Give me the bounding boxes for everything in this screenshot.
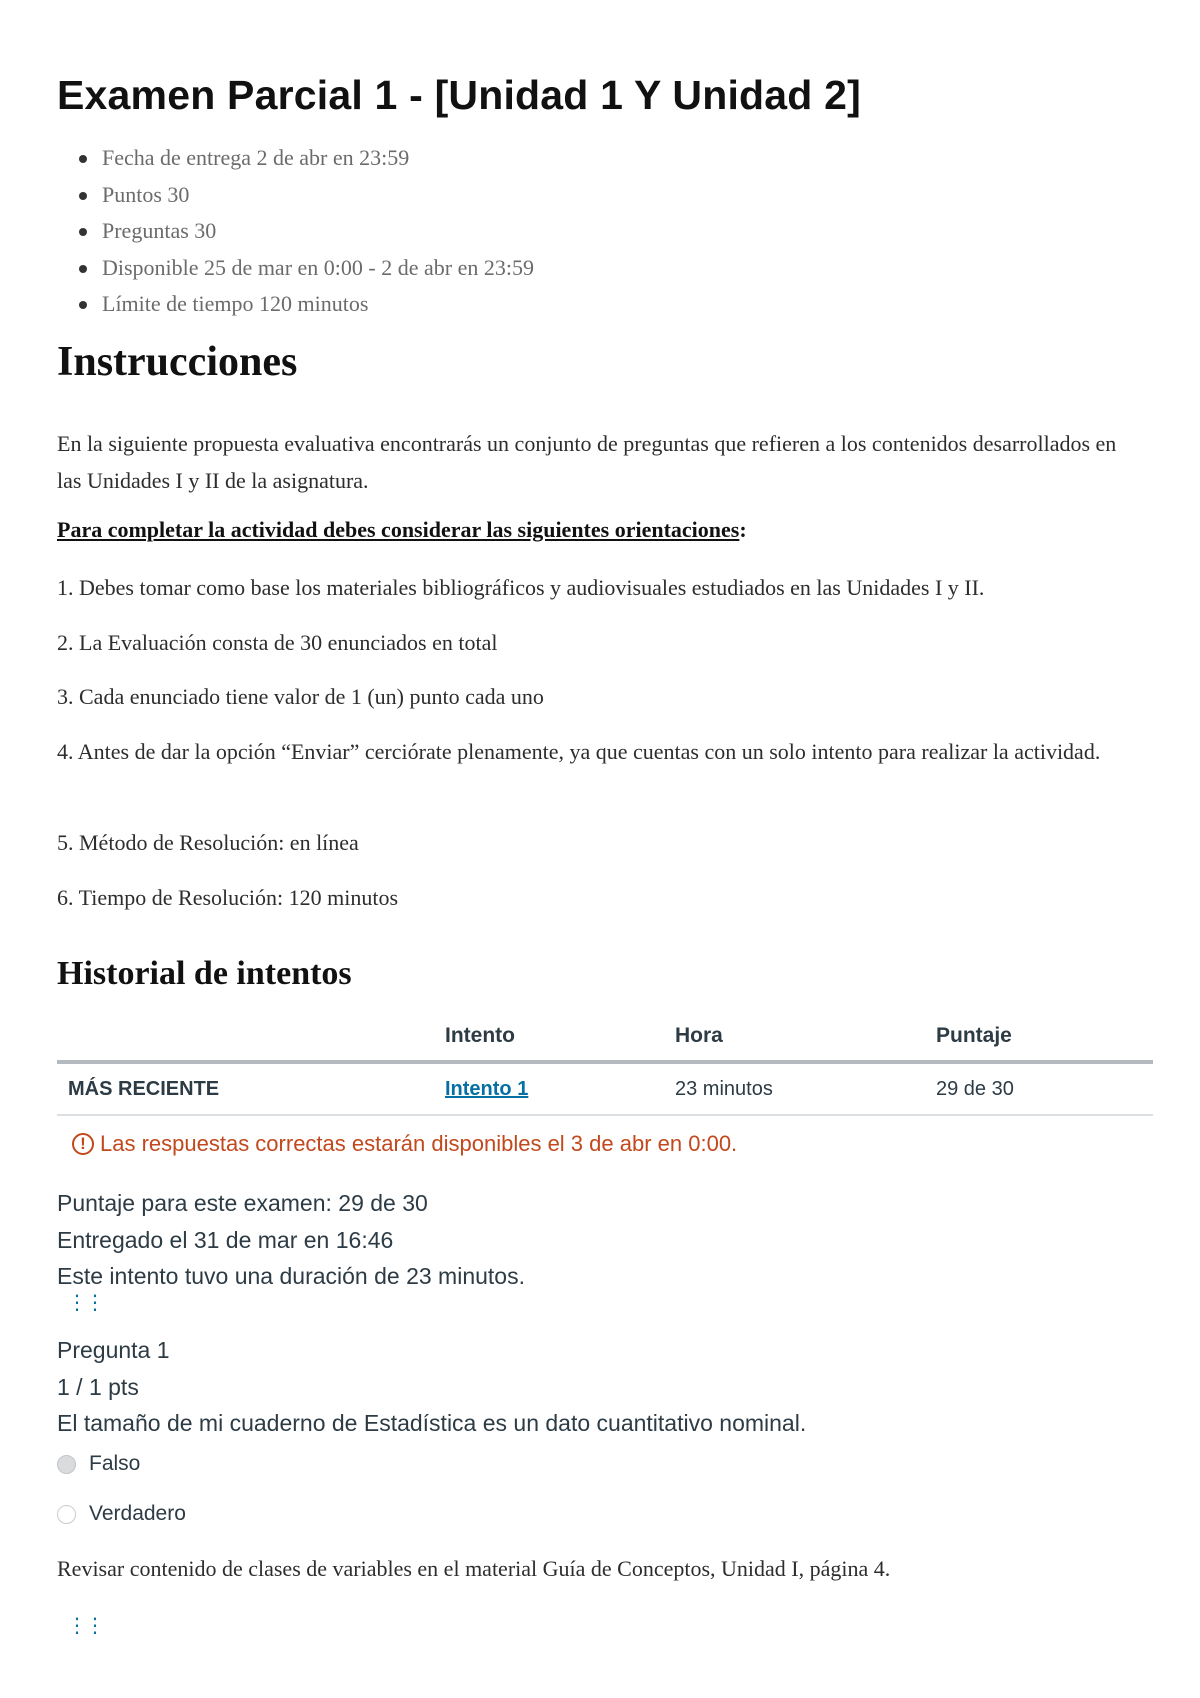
orientation-item-4: 4. Antes de dar la opción “Enviar” cerciórate plenamente, ya que cuentas con un solo intento para realizar la actividad. xyxy=(57,739,1101,764)
question-text: El tamaño de mi cuaderno de Estadística es un dato cuantitativo nominal. xyxy=(57,1410,807,1436)
history-heading: Historial de intentos xyxy=(57,955,352,992)
orientation-item-1: 1. Debes tomar como base los materiales bibliográficos y audiovisuales estudiados en las Unidades I y II. xyxy=(57,575,985,600)
orientation-item-6: 6. Tiempo de Resolución: 120 minutos xyxy=(57,885,399,910)
attempt-cell xyxy=(445,1078,528,1101)
question-1 xyxy=(57,1332,1147,1442)
answer-option-falso[interactable] xyxy=(57,1452,140,1476)
orientation-title-text: Para completar la actividad debes considerar las siguientes orientaciones xyxy=(57,517,740,542)
quiz-detail-available: Disponible 25 de mar en 0:00 - 2 de abr en 23:59 xyxy=(102,250,534,287)
question-feedback: Revisar contenido de clases de variables en el material Guía de Conceptos, Unidad I, página 4. xyxy=(57,1556,891,1581)
orientation-title xyxy=(57,517,747,543)
column-header-time: Hora xyxy=(675,1024,723,1047)
quiz-detail-due: Fecha de entrega 2 de abr en 23:59 xyxy=(102,140,534,177)
answer-label: Verdadero xyxy=(89,1502,186,1525)
drag-handle-icon[interactable]: ⋮⋮ xyxy=(67,1290,103,1314)
row-label-latest: MÁS RECIENTE xyxy=(68,1078,220,1100)
quiz-score-text: Puntaje para este examen: 29 de 30 xyxy=(57,1190,428,1216)
exclamation-circle-icon: ! xyxy=(72,1133,94,1155)
attempt-history-table xyxy=(57,1018,1153,1116)
instructions-intro-text: En la siguiente propuesta evaluativa encontrarás un conjunto de preguntas que refieren a los contenidos desarrollados en las Unidades I y II de la asignatura. xyxy=(57,431,1117,493)
orientation-title-colon: : xyxy=(739,517,747,542)
score-cell: 29 de 30 xyxy=(936,1078,1014,1100)
quiz-detail-questions: Preguntas 30 xyxy=(102,213,534,250)
instructions-intro xyxy=(57,426,1137,499)
instructions-heading: Instrucciones xyxy=(57,339,298,385)
time-cell: 23 minutos xyxy=(675,1078,773,1100)
attempt-summary xyxy=(57,1185,525,1295)
table-header-row xyxy=(57,1018,1153,1064)
column-header-score: Puntaje xyxy=(936,1024,1012,1047)
orientation-item-5: 5. Método de Resolución: en línea xyxy=(57,830,359,855)
page-title: Examen Parcial 1 - [Unidad 1 Y Unidad 2] xyxy=(57,72,861,118)
radio-unselected-icon[interactable] xyxy=(57,1505,76,1524)
alert-text: Las respuestas correctas estarán disponibles el 3 de abr en 0:00. xyxy=(100,1131,738,1156)
answer-label: Falso xyxy=(89,1452,141,1475)
orientation-item-2: 2. La Evaluación consta de 30 enunciados en total xyxy=(57,630,498,655)
quiz-detail-points: Puntos 30 xyxy=(102,177,534,214)
correct-answers-alert xyxy=(72,1131,737,1157)
column-header-attempt: Intento xyxy=(445,1024,515,1047)
submitted-text: Entregado el 31 de mar en 16:46 xyxy=(57,1226,394,1253)
duration-text: Este intento tuvo una duración de 23 minutos. xyxy=(57,1263,525,1289)
answer-option-verdadero[interactable] xyxy=(57,1502,186,1526)
table-row xyxy=(57,1064,1153,1116)
radio-selected-icon[interactable] xyxy=(57,1455,76,1474)
drag-handle-icon[interactable]: ⋮⋮ xyxy=(67,1613,103,1637)
question-points: 1 / 1 pts xyxy=(57,1373,139,1400)
attempt-1-link[interactable]: Intento 1 xyxy=(445,1078,529,1100)
question-number: Pregunta 1 xyxy=(57,1337,170,1363)
orientation-item-3: 3. Cada enunciado tiene valor de 1 (un) punto cada uno xyxy=(57,684,544,709)
quiz-details-list xyxy=(57,140,534,323)
quiz-detail-time-limit: Límite de tiempo 120 minutos xyxy=(102,286,534,323)
